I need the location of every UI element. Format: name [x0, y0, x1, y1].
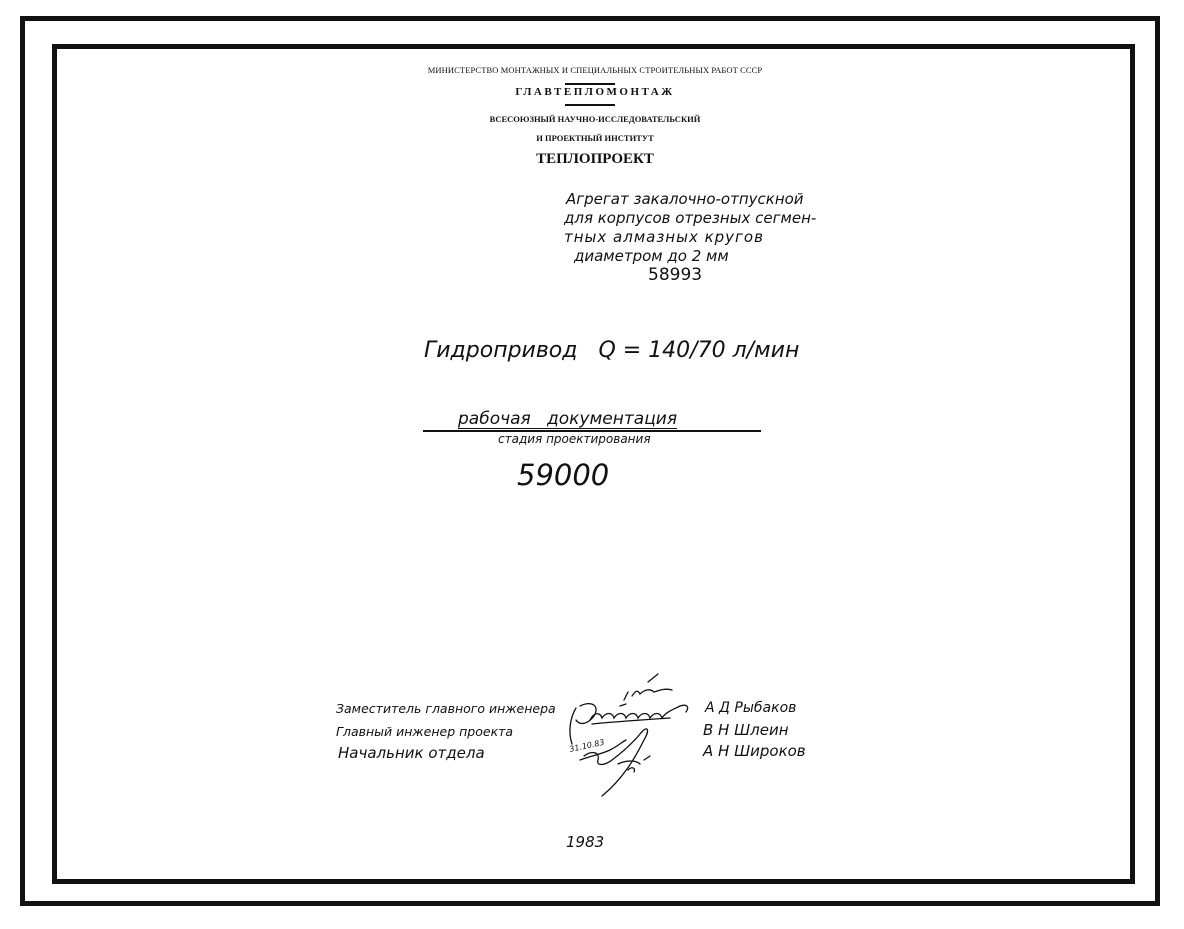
stage-label: стадия проектирования [498, 432, 651, 446]
trust-name: ГЛАВТЕПЛОМОНТАЖ [515, 86, 675, 98]
documentation-label: рабочая документация [458, 409, 678, 429]
documentation-number: 59000 [517, 458, 610, 492]
signer-name-3: А Н Широков [703, 742, 806, 760]
unit-line-3: тных алмазных кругов [564, 228, 764, 246]
trust-rule-top [565, 83, 615, 85]
signer-name-2: В Н Шлеин [703, 721, 789, 739]
ministry-header: МИНИСТЕРСТВО МОНТАЖНЫХ И СПЕЦИАЛЬНЫХ СТРОИТЕЛЬНЫХ РАБОТ СССР [427, 65, 763, 75]
signer-role-1: Заместитель главного инженера [336, 701, 556, 716]
document-year: 1983 [566, 833, 605, 851]
unit-number: 58993 [648, 265, 703, 285]
institute-line-2: И ПРОЕКТНЫЙ ИНСТИТУТ [536, 133, 654, 143]
unit-line-1: Агрегат закалочно-отпускной [566, 190, 804, 208]
institute-name: ТЕПЛОПРОЕКТ [536, 151, 654, 167]
signer-role-3: Начальник отдела [338, 744, 485, 762]
handwritten-signatures [540, 660, 720, 805]
signer-name-1: А Д Рыбаков [705, 700, 797, 716]
unit-line-4: диаметром до 2 мм [574, 247, 729, 265]
unit-line-2: для корпусов отрезных сегмен- [564, 209, 817, 227]
trust-rule-bottom [565, 104, 615, 106]
signer-role-2: Главный инженер проекта [336, 724, 514, 739]
signature-date: 31.10.83 [568, 737, 606, 754]
institute-line-1: ВСЕСОЮЗНЫЙ НАУЧНО-ИССЛЕДОВАТЕЛЬСКИЙ [489, 114, 701, 124]
document-title: Гидропривод Q = 140/70 л/мин [424, 338, 800, 363]
